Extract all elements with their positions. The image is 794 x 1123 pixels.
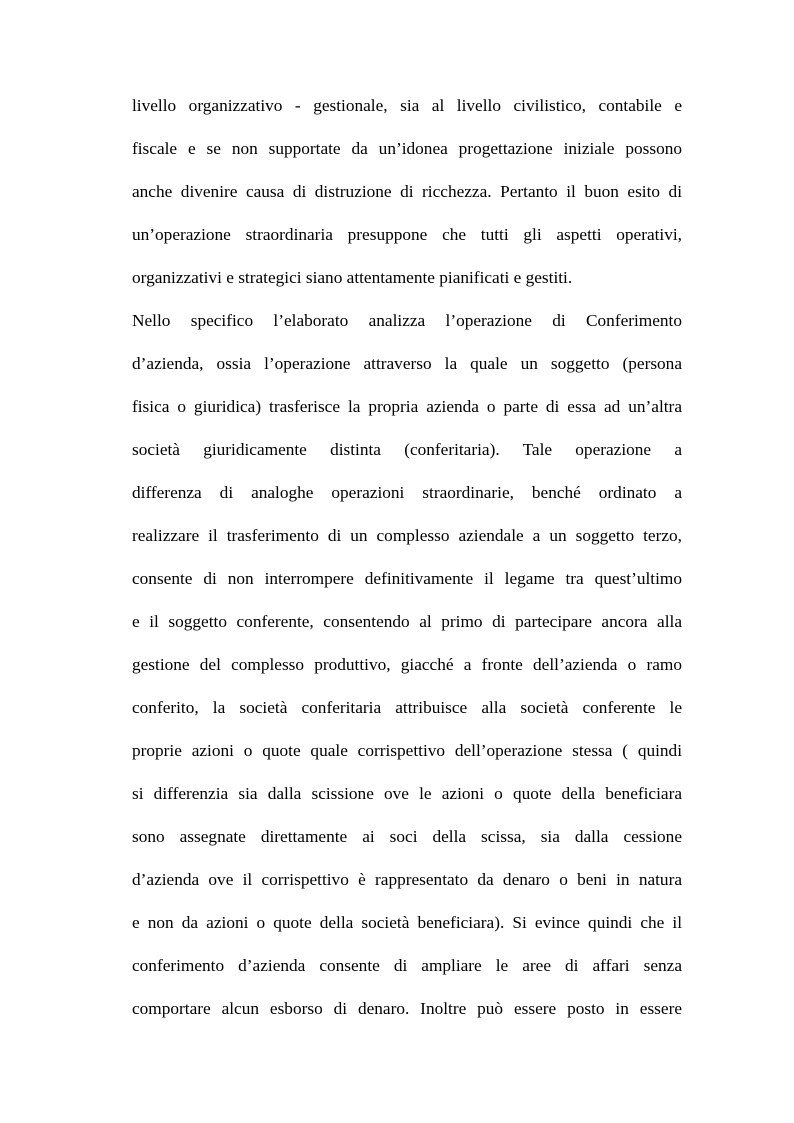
text-line: organizzativi e strategici siano attentamente pianificati e gestiti. [132,268,573,287]
text-line: d’azienda ove il corrispettivo è rappresentato da denaro o beni in natura [132,870,682,889]
text-line: fisica o giuridica) trasferisce la propria azienda o parte di essa ad un’altra [132,397,682,416]
text-line: consente di non interrompere definitivamente il legame tra quest’ultimo [132,569,682,588]
text-line: proprie azioni o quote quale corrispettivo dell’operazione stessa ( quindi [132,741,682,760]
text-line: fiscale e se non supportate da un’idonea progettazione iniziale possono [132,139,682,158]
text-line: anche divenire causa di distruzione di ricchezza. Pertanto il buon esito di [132,182,682,201]
text-line: un’operazione straordinaria presuppone che tutti gli aspetti operativi, [132,225,682,244]
text-line: Nello specifico l’elaborato analizza l’operazione di Conferimento [132,311,682,330]
text-line: e il soggetto conferente, consentendo al primo di partecipare ancora alla [132,612,682,631]
text-line: si differenzia sia dalla scissione ove le azioni o quote della beneficiara [132,784,682,803]
body-text [132,92,682,1038]
text-line: e non da azioni o quote della società beneficiara). Si evince quindi che il [132,913,682,932]
text-line: sono assegnate direttamente ai soci della scissa, sia dalla cessione [132,827,682,846]
text-line: livello organizzativo - gestionale, sia al livello civilistico, contabile e [132,96,682,115]
text-line: conferimento d’azienda consente di ampliare le aree di affari senza [132,956,682,975]
text-line: gestione del complesso produttivo, giacché a fronte dell’azienda o ramo [132,655,682,674]
text-line: d’azienda, ossia l’operazione attraverso la quale un soggetto (persona [132,354,682,373]
text-line: differenza di analoghe operazioni straordinarie, benché ordinato a [132,483,682,502]
text-line: società giuridicamente distinta (conferitaria). Tale operazione a [132,440,682,459]
text-line: realizzare il trasferimento di un complesso aziendale a un soggetto terzo, [132,526,682,545]
text-line: comportare alcun esborso di denaro. Inoltre può essere posto in essere [132,999,682,1018]
text-line: conferito, la società conferitaria attribuisce alla società conferente le [132,698,682,717]
